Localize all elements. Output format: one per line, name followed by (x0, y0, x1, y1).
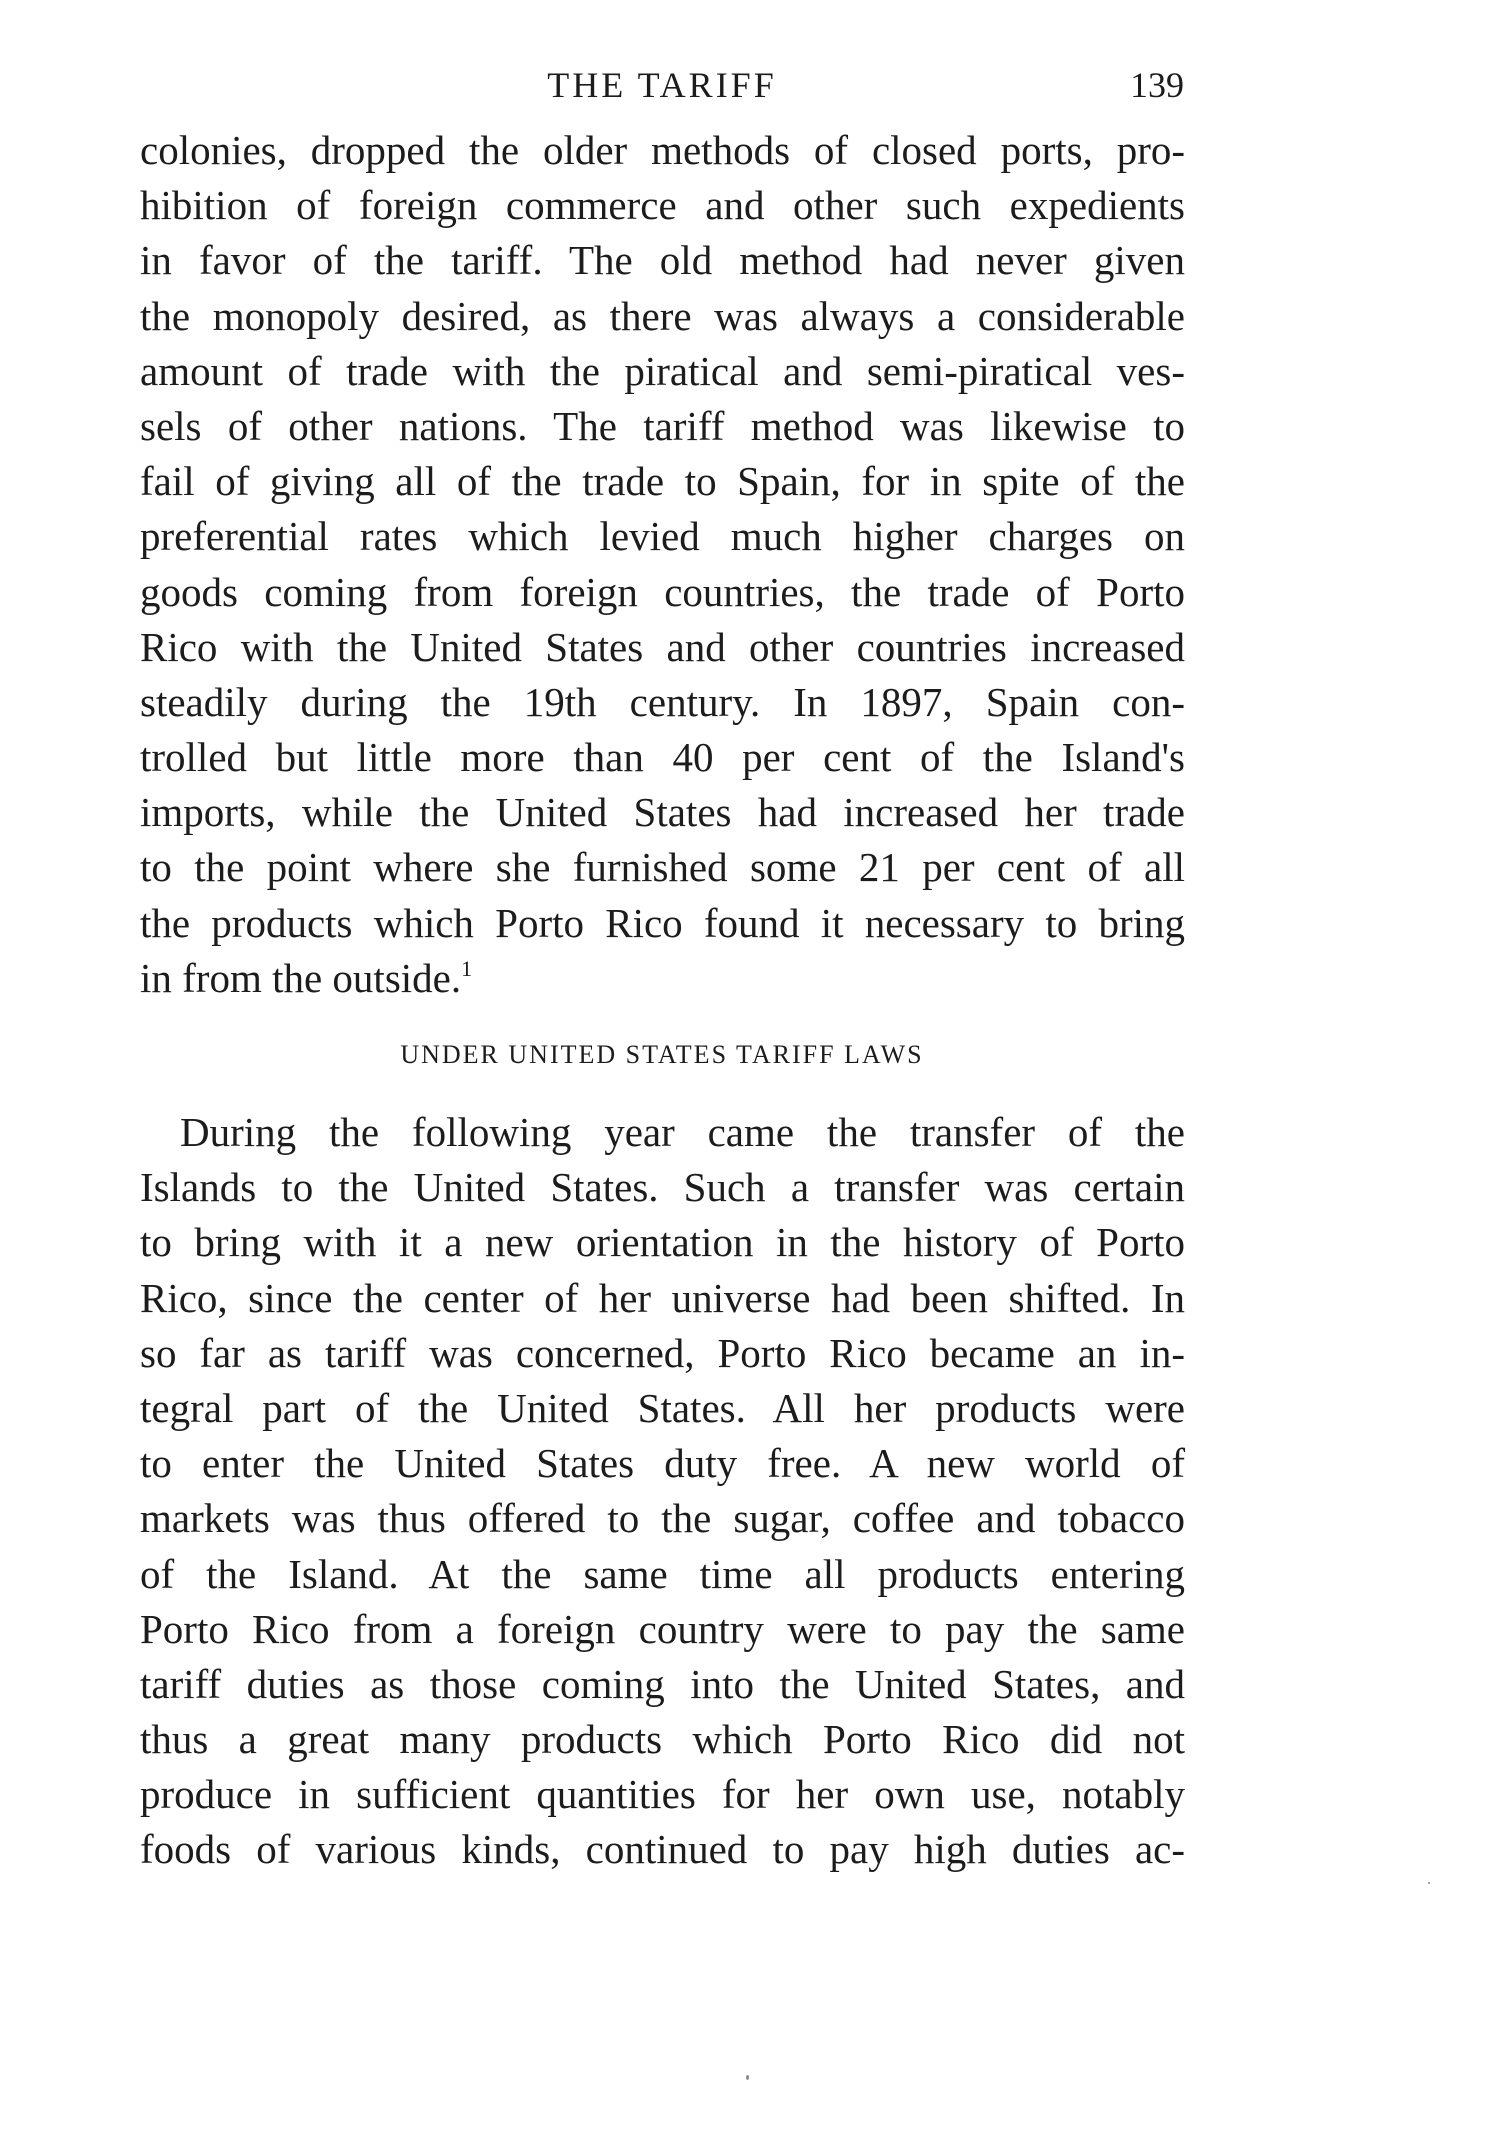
text-line: the monopoly desired, as there was always a considerable (140, 292, 1185, 339)
text-line: preferential rates which levied much higher charges on (140, 513, 1185, 560)
paragraph-2 (140, 1105, 1185, 1878)
text-line-content: in from the outside. (140, 954, 462, 1001)
text-line: sels of other nations. The tariff method was likewise to (140, 402, 1185, 449)
text-line: steadily during the 19th century. In 1897, Spain con- (140, 678, 1185, 725)
text-line: markets was thus offered to the sugar, coffee and tobacco (140, 1495, 1185, 1542)
text-line: hibition of foreign commerce and other such expedients (140, 182, 1185, 229)
text-line: to bring with it a new orientation in the history of Porto (140, 1219, 1185, 1266)
text-line: colonies, dropped the older methods of closed ports, pro- (140, 127, 1185, 173)
footnote-marker: 1 (461, 955, 473, 981)
text-line: to enter the United States duty free. A new world of (140, 1440, 1185, 1487)
text-line: the products which Porto Rico found it necessary to bring (140, 899, 1185, 946)
text-line: to the point where she furnished some 21 per cent of all (140, 844, 1185, 891)
text-line: fail of giving all of the trade to Spain, for in spite of the (140, 458, 1185, 505)
scan-speck (746, 2075, 749, 2080)
text-line: thus a great many products which Porto Rico did not (140, 1716, 1185, 1763)
text-line: goods coming from foreign countries, the trade of Porto (140, 568, 1185, 615)
text-line: Rico with the United States and other countries increased (140, 623, 1185, 670)
text-line: tegral part of the United States. All her products were (140, 1384, 1185, 1431)
text-line: imports, while the United States had increased her trade (140, 789, 1185, 836)
text-line: produce in sufficient quantities for her own use, notably (140, 1771, 1185, 1818)
running-title: THE TARIFF (547, 65, 777, 105)
text-line: tariff duties as those coming into the United States, and (140, 1660, 1185, 1707)
text-line: Porto Rico from a foreign country were to pay the same (140, 1605, 1185, 1652)
text-line: Rico, since the center of her universe had been shifted. In (140, 1274, 1185, 1321)
text-line-indented: During the following year came the transfer of the (180, 1109, 1185, 1155)
text-line: in favor of the tariff. The old method had never given (140, 237, 1185, 284)
page-number: 139 (1130, 65, 1184, 105)
text-line: Islands to the United States. Such a transfer was certain (140, 1164, 1185, 1211)
scan-speck (1428, 1882, 1430, 1884)
paragraph-1 (140, 123, 1185, 1006)
text-line: amount of trade with the piratical and semi-piratical ves- (140, 347, 1185, 394)
section-heading: UNDER UNITED STATES TARIFF LAWS (400, 1040, 924, 1069)
text-line: of the Island. At the same time all products entering (140, 1550, 1185, 1597)
text-line: trolled but little more than 40 per cent of the Island's (140, 734, 1185, 781)
text-line: foods of various kinds, continued to pay high duties ac- (140, 1826, 1185, 1873)
text-line-last (140, 951, 1185, 1006)
text-line: so far as tariff was concerned, Porto Rico became an in- (140, 1329, 1185, 1376)
running-head (136, 64, 1188, 114)
